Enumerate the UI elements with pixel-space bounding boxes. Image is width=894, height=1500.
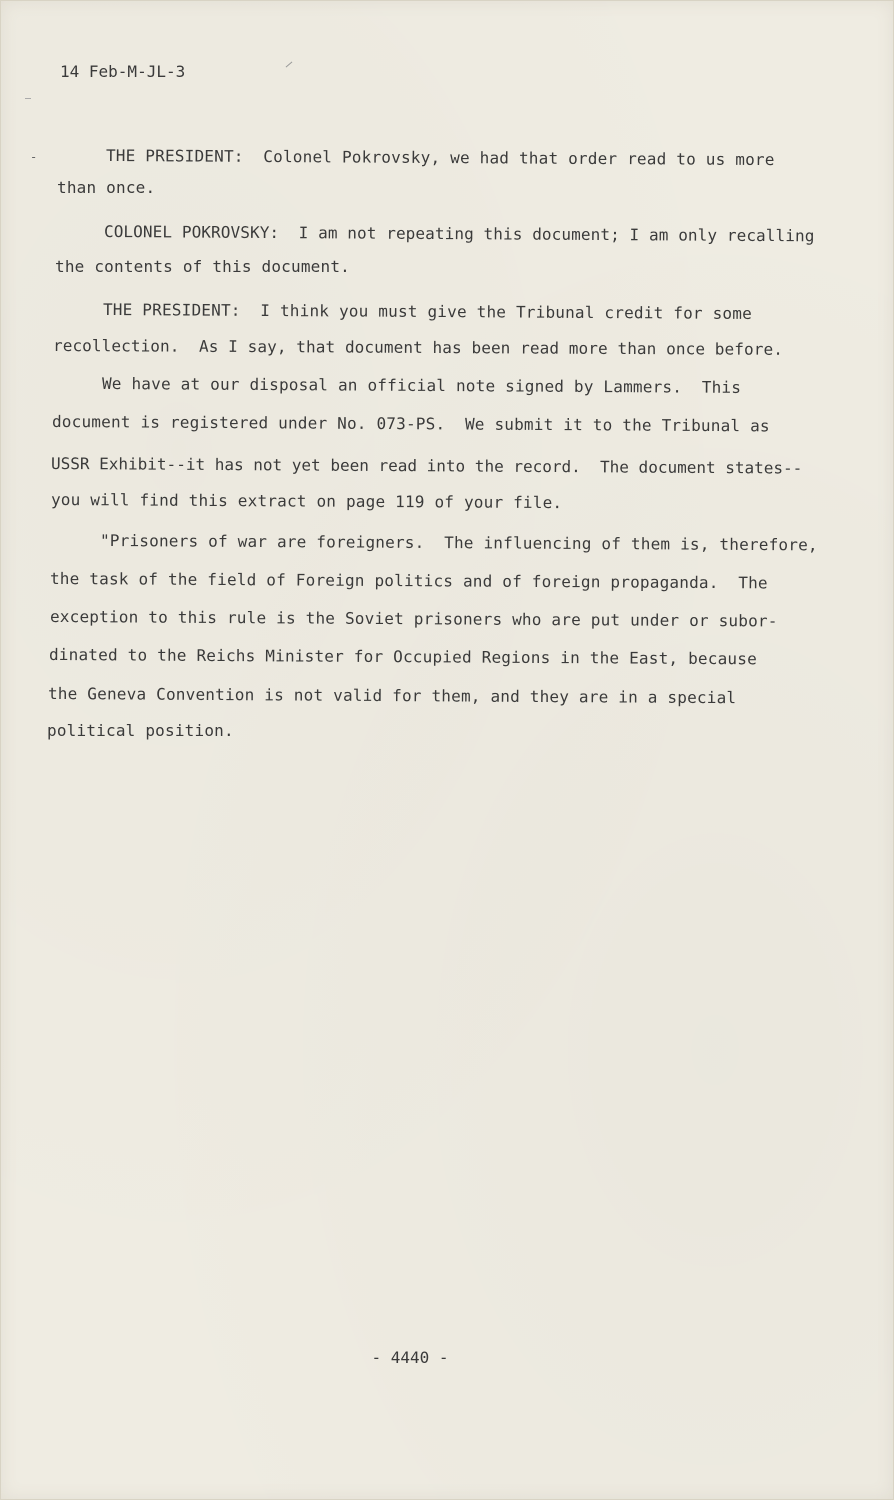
text-line: political position. — [47, 721, 234, 740]
text-line: THE PRESIDENT: Colonel Pokrovsky, we had that order read to us more — [105, 146, 775, 170]
text-line: the Geneva Convention is not valid for them, and they are in a special — [47, 684, 737, 708]
text-line: "Prisoners of war are foreigners. The influencing of them is, therefore, — [99, 531, 818, 555]
text-line: We have at our disposal an official note signed by Lammers. This — [101, 374, 742, 397]
text-line: THE PRESIDENT: I think you must give the Tribunal credit for some — [102, 300, 753, 323]
text-line: COLONEL POKROVSKY: I am not repeating this document; I am only recalling — [103, 222, 815, 246]
page-number: - 4440 - — [371, 1348, 449, 1367]
margin-dot: - — [30, 150, 38, 164]
stray-pen-mark — [286, 62, 293, 68]
text-line: than once. — [57, 178, 156, 197]
text-line: you will find this extract on page 119 of your file. — [50, 490, 563, 513]
text-line: the task of the field of Foreign politics and of foreign propaganda. The — [49, 569, 768, 593]
text-line: document is registered under No. 073-PS. We submit it to the Tribunal as — [51, 412, 770, 436]
text-line: dinated to the Reichs Minister for Occupied Regions in the East, because — [48, 645, 758, 669]
text-line: USSR Exhibit--it has not yet been read into the record. The document states-- — [50, 454, 803, 478]
stray-pen-mark — [25, 98, 31, 99]
page-reference: 14 Feb-M-JL-3 — [60, 62, 186, 81]
text-line: exception to this rule is the Soviet prisoners who are put under or subor- — [49, 607, 778, 631]
text-line: recollection. As I say, that document has been read more than once before. — [52, 336, 784, 359]
text-line: the contents of this document. — [55, 257, 350, 276]
